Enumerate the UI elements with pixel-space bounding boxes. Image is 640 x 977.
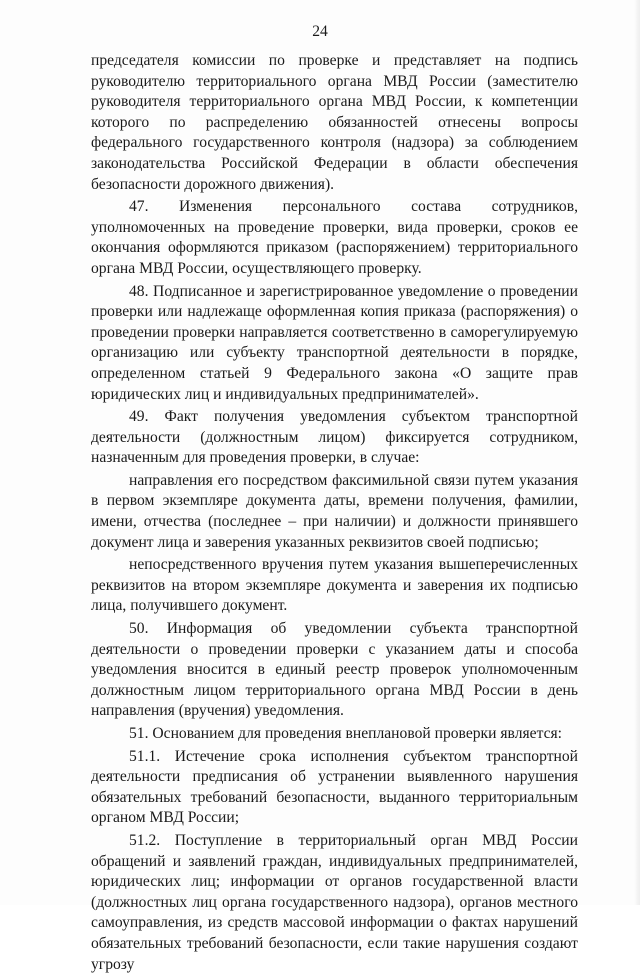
document-body: [91, 51, 578, 977]
scan-edge-shadow: [634, 0, 640, 905]
paragraph-49-direct-delivery-case: непосредственного вручения путем указания вышеперечисленных реквизитов на втором экземпляре документа и заверения их подписью лица, получившего документ.: [91, 556, 578, 615]
page-number: 24: [312, 23, 328, 40]
paragraph-46-continuation: председателя комиссии по проверке и представляет на подпись руководителю территориального органа МВД России (заместителю руководителя территориального органа МВД России, к компетенции которого по распределению обязанностей отнесены вопросы федерального государственного контроля (надзора) за соблюдением законодательства Российской Федерации в области обеспечения безопасности дорожного движения).: [91, 52, 578, 193]
paragraph-50: 50. Информация об уведомлении субъекта транспортной деятельности о проведении проверки с указанием даты и способа уведомления вносится в единый реестр проверок уполномоченным должностным лицом территориального органа МВД России в день направления (вручения) уведомления.: [91, 620, 578, 720]
paragraph-49-fax-case: направления его посредством факсимильной связи путем указания в первом экземпляре документа даты, времени получения, фамилии, имени, отчества (последнее – при наличии) и должности принявшего документ лица и заверения указанных реквизитов своей подписью;: [91, 471, 578, 551]
paragraph-48: 48. Подписанное и зарегистрированное уведомление о проведении проверки или надлежаще оформленная копия приказа (распоряжения) о проведении проверки направляется соответственно в саморегулируемую организацию или субъекту транспортной деятельности в порядке, определенном статьей 9 Федерального закона «О защите прав юридических лиц и индивидуальных предпринимателей».: [91, 282, 578, 403]
paragraph-49: 49. Факт получения уведомления субъектом транспортной деятельности (должностным лицом) фиксируется сотрудником, назначенным для проведения проверки, в случае:: [91, 408, 578, 467]
paragraph-51-2: 51.2. Поступление в территориальный орган МВД России обращений и заявлений граждан, индивидуальных предпринимателей, юридических лиц; информации от органов государственной власти (должностных лиц органа государственного надзора), органов местного самоуправления, из средств массовой информации о фактах нарушений обязательных требований безопасности, если такие нарушения создают угрозу: [91, 831, 578, 973]
paragraph-47: 47. Изменения персонального состава сотрудников, уполномоченных на проведение проверки, вида проверки, сроков ее окончания оформляются приказом (распоряжением) территориального органа МВД России, осуществляющего проверку.: [91, 198, 578, 277]
paragraph-51-1: 51.1. Истечение срока исполнения субъектом транспортной деятельности предписания об устранении выявленного нарушения обязательных требований безопасности, выданного территориальным органом МВД России;: [91, 747, 578, 827]
paragraph-51: 51. Основанием для проведения внеплановой проверки является:: [129, 725, 563, 742]
